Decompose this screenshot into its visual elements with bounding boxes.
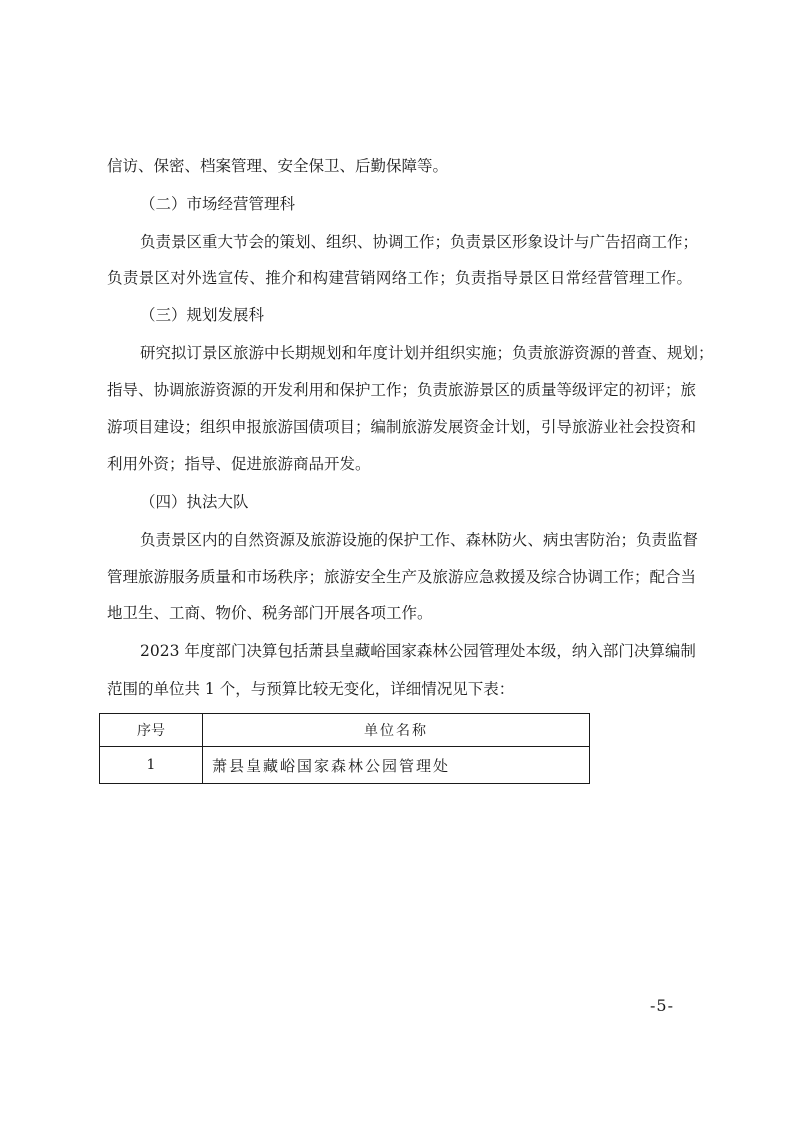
table-cell-no: 1 [100,747,203,784]
paragraph-line: 利用外资；指导、促进旅游商品开发。 [107,455,371,473]
paragraph-line: 信访、保密、档案管理、安全保卫、后勤保障等。 [107,157,449,175]
unit-table [99,713,590,784]
column-header-no: 序号 [100,714,203,747]
section-heading: （二）市场经营管理科 [140,195,296,213]
paragraph-line: 负责景区对外选宣传、推介和构建营销网络工作；负责指导景区日常经营管理工作。 [107,269,692,287]
paragraph-line: 2023 年度部门决算包括萧县皇藏峪国家森林公园管理处本级，纳入部门决算编制 [140,642,696,660]
paragraph-line: 负责景区内的自然资源及旅游设施的保护工作、森林防火、病虫害防治；负责监督 [140,531,699,549]
paragraph-line: 范围的单位共 1 个，与预算比较无变化，详细情况见下表： [107,680,515,698]
paragraph-line: 指导、协调旅游资源的开发利用和保护工作；负责旅游景区的质量等级评定的初评；旅 [107,381,697,399]
table-row [100,747,590,784]
paragraph-line: 管理旅游服务质量和市场秩序；旅游安全生产及旅游应急救援及综合协调工作；配合当 [107,568,697,586]
section-heading: （三）规划发展科 [140,306,265,324]
table-header-row [100,714,590,747]
table-cell-name: 萧县皇藏峪国家森林公园管理处 [203,747,590,784]
page-number: -5- [650,996,674,1015]
paragraph-line: 负责景区重大节会的策划、组织、协调工作；负责景区形象设计与广告招商工作； [140,233,699,251]
section-heading: （四）执法大队 [140,493,249,511]
paragraph-line: 研究拟订景区旅游中长期规划和年度计划并组织实施；负责旅游资源的普查、规划； [140,344,714,362]
column-header-name: 单位名称 [203,714,590,747]
paragraph-line: 游项目建设；组织申报旅游国债项目；编制旅游发展资金计划，引导旅游业社会投资和 [107,418,697,436]
paragraph-line: 地卫生、工商、物价、税务部门开展各项工作。 [107,604,433,622]
